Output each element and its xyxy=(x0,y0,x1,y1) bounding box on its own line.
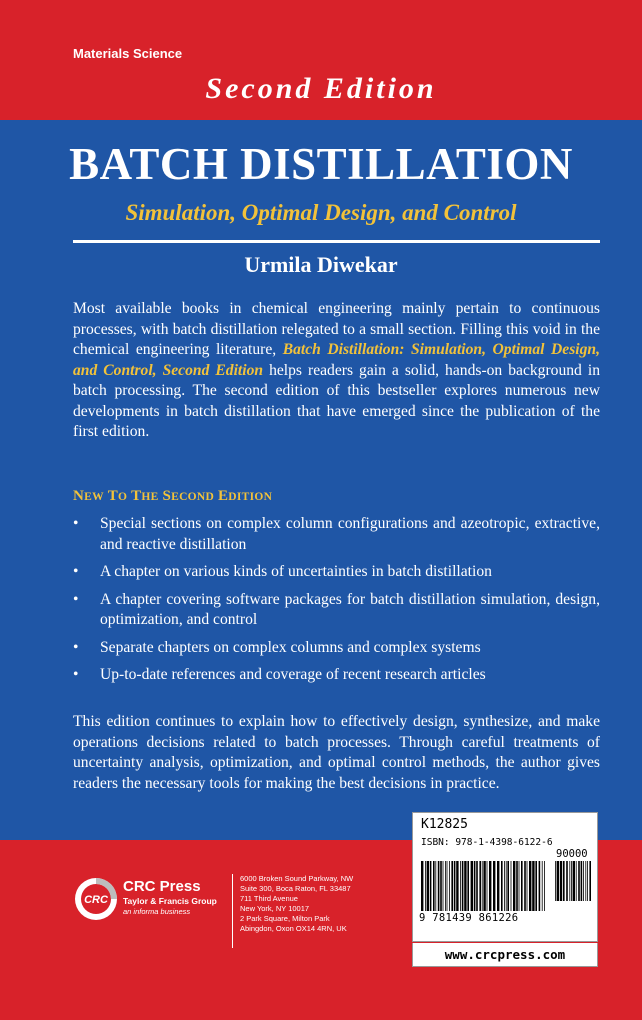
bullet-icon: • xyxy=(73,638,79,656)
list-item: • Up-to-date references and coverage of recent research articles xyxy=(73,665,600,686)
publisher-business: an informa business xyxy=(123,907,191,916)
price-barcode-icon xyxy=(555,861,593,901)
bullet-icon: • xyxy=(73,563,79,580)
price-code: 90000 xyxy=(556,848,588,860)
list-item: • Separate chapters on complex columns and complex systems xyxy=(73,638,600,659)
title-divider xyxy=(73,240,600,243)
author-name: Urmila Diwekar xyxy=(244,252,398,277)
address-line: 2 Park Square, Milton Park xyxy=(240,914,330,923)
list-item: • Special sections on complex column configurations and azeotropic, extractive, and reactive distillation xyxy=(73,515,600,553)
publisher-block xyxy=(123,878,217,916)
bullet-icon: • xyxy=(73,666,79,683)
series-label: Materials Science xyxy=(73,46,183,61)
publisher-group: Taylor & Francis Group xyxy=(123,896,217,906)
list-item: • A chapter on various kinds of uncertainties in batch distillation xyxy=(73,562,600,583)
product-code: K12825 xyxy=(421,817,468,832)
svg-text:CRC: CRC xyxy=(84,894,108,906)
new-edition-heading: NEW TO THE SECOND EDITION xyxy=(73,488,273,504)
description-book-title: Batch Distillation: Simulation, Optimal Design, and Control, Second Edition xyxy=(73,341,600,379)
description-paragraph-2: This edition continues to explain how to effectively design, synthesize, and make operations decisions related to batch processes. Through careful treatments of uncertainty analysis, optimization, and optimal control methods, the author gives readers the necessary tools for making the best decisions in practice. xyxy=(73,713,600,792)
address-line: 6000 Broken Sound Parkway, NW xyxy=(240,874,354,883)
isbn-barcode-box xyxy=(412,812,598,942)
address-line: New York, NY 10017 xyxy=(240,904,310,913)
publisher-divider xyxy=(232,874,233,948)
description-text-b: helps readers gain a solid, hands-on background in batch processing. The second edition of this bestseller explores numerous new developments in batch distillation that have emerged since the publication of the first edition. xyxy=(73,361,600,440)
list-item: • A chapter covering software packages for batch distillation simulation, design, optimization, and control xyxy=(73,590,600,628)
book-subtitle: Simulation, Optimal Design, and Control xyxy=(125,200,517,225)
new-features-list xyxy=(73,514,600,693)
address-line: Abingdon, Oxon OX14 4RN, UK xyxy=(240,924,347,933)
barcode-digits: 9 781439 861226 xyxy=(419,912,519,924)
description-text-a: Most available books in chemical engineering mainly pertain to continuous processes, with batch distillation relegated to a small section. Filling this void in the chemical engineering literature, xyxy=(73,300,600,358)
book-title: BATCH DISTILLATION xyxy=(69,139,573,189)
bullet-icon: • xyxy=(73,515,79,532)
crc-logo-icon xyxy=(73,876,119,922)
bullet-icon: • xyxy=(73,590,79,608)
address-line: 711 Third Avenue xyxy=(240,894,298,903)
barcode-icon xyxy=(421,861,547,911)
publisher-website: www.crcpress.com xyxy=(412,943,598,967)
publisher-name: CRC Press xyxy=(123,878,201,895)
isbn-number: ISBN: 978-1-4398-6122-6 xyxy=(421,837,553,848)
address-line: Suite 300, Boca Raton, FL 33487 xyxy=(240,884,351,893)
edition-label: Second Edition xyxy=(205,72,437,105)
publisher-addresses xyxy=(240,874,353,934)
description-paragraph-1 xyxy=(73,299,600,443)
